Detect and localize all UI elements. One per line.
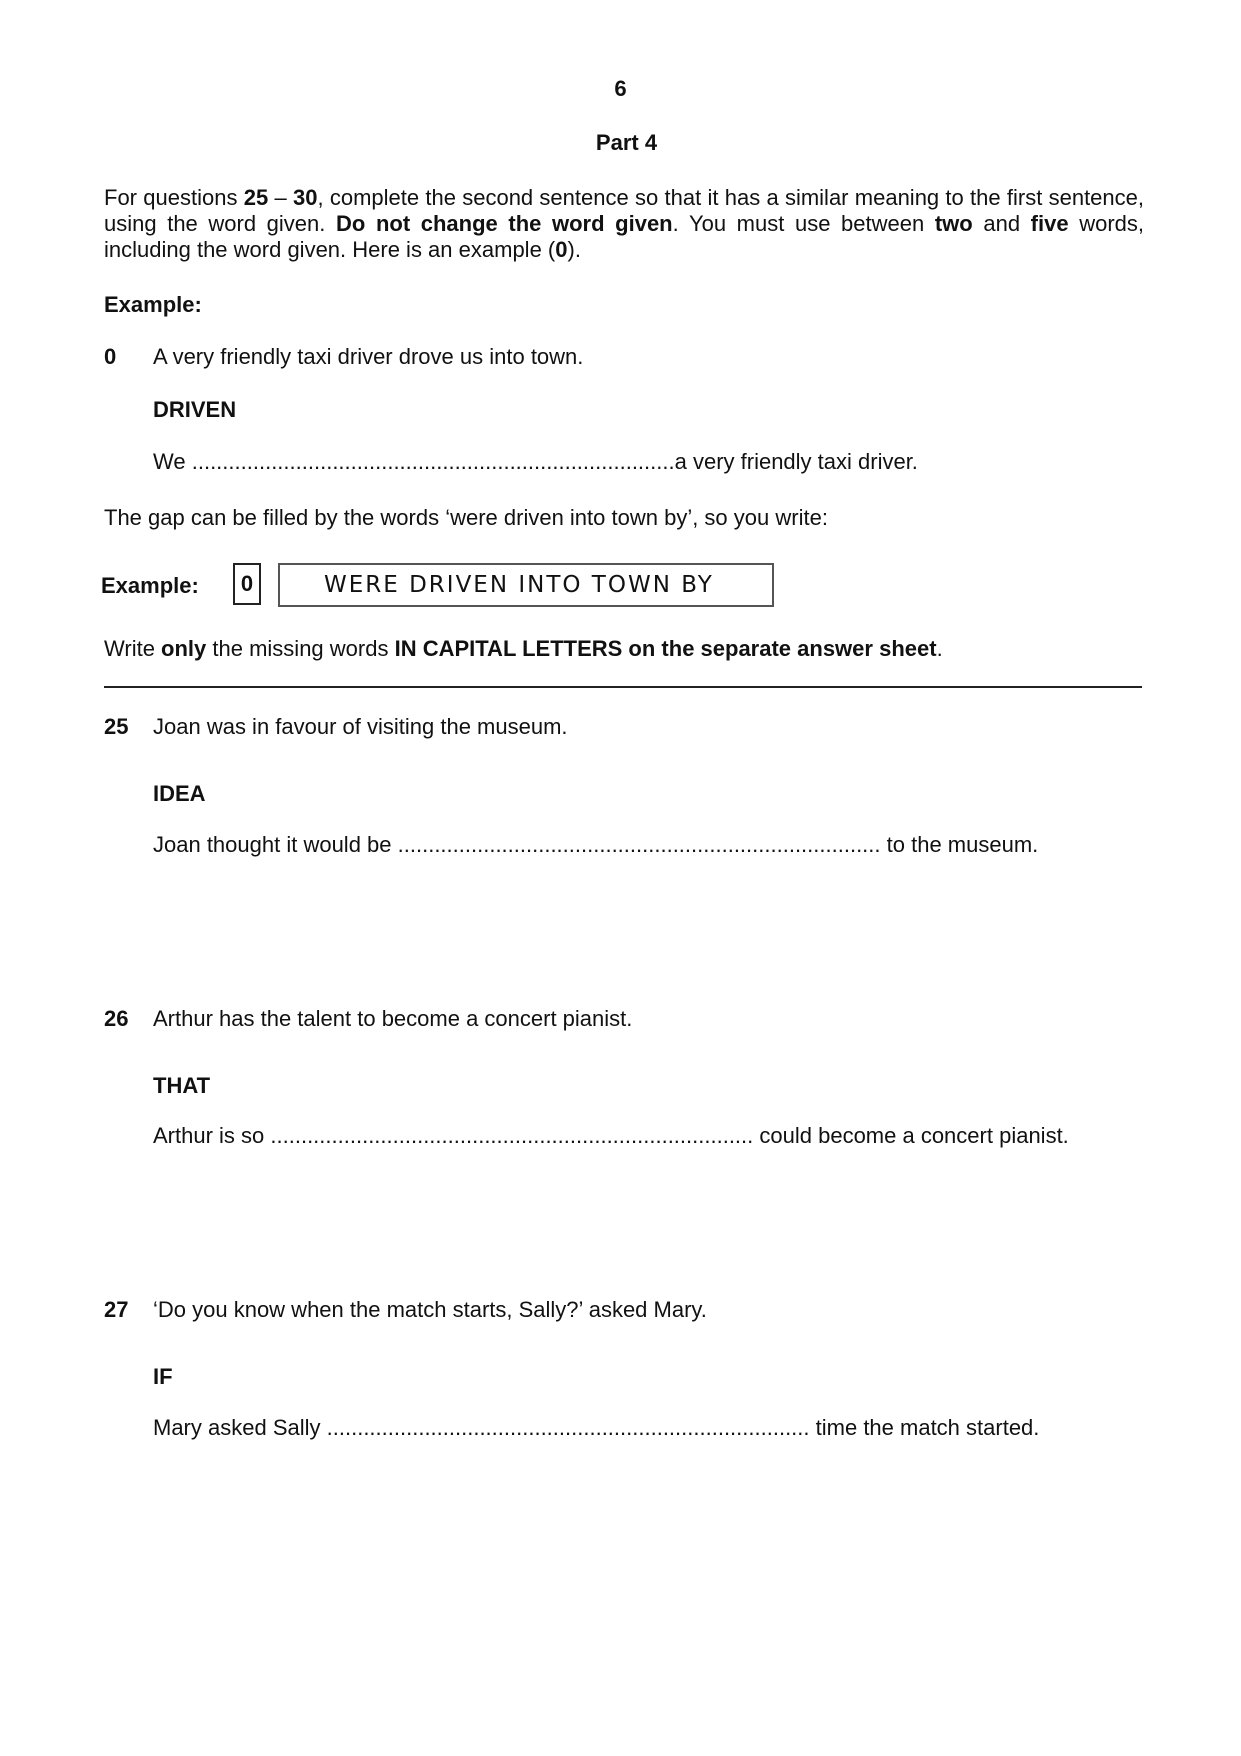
instructions: For questions 25 – 30, complete the second sentence so that it has a similar meaning to the first sentence, using the word given. Do not change the word given. You must use between two and five words, including the word given. Here is an example (0). [104,185,1145,262]
example-box-answer: WERE DRIVEN INTO TOWN BY [278,563,774,607]
example-gap-sentence: We ...............................................................................a very friendly taxi driver. [153,449,918,474]
page-number: 6 [614,76,627,101]
example-number: 0 [104,344,117,369]
question-sentence: Arthur has the talent to become a concert pianist. [153,1006,633,1031]
gap-dots: ............................................................................... [326,1415,810,1440]
question-gap-sentence: Joan thought it would be ............................................................................... to the museum. [153,832,1039,857]
example-sentence: A very friendly taxi driver drove us into town. [153,344,584,369]
question-gap-sentence: Arthur is so ............................................................................... could become a concert pianist. [153,1123,1069,1148]
question-keyword: IDEA [153,781,206,806]
example-explanation: The gap can be filled by the words ‘were driven into town by’, so you write: [104,505,828,530]
divider [104,686,1142,688]
example-box-number: 0 [233,563,261,605]
example-heading: Example: [104,292,202,317]
question-number: 27 [104,1297,129,1322]
gap-dots: ............................................................................... [270,1123,754,1148]
question-sentence: ‘Do you know when the match starts, Sally?’ asked Mary. [153,1297,707,1322]
gap-dots: ............................................................................... [397,832,881,857]
question-keyword: IF [153,1364,173,1389]
question-sentence: Joan was in favour of visiting the museum. [153,714,568,739]
example-keyword: DRIVEN [153,397,237,422]
question-gap-sentence: Mary asked Sally ............................................................................... time the match started. [153,1415,1040,1440]
example-box-label: Example: [101,573,199,598]
part-title: Part 4 [595,130,658,155]
question-number: 26 [104,1006,129,1031]
question-number: 25 [104,714,129,739]
question-keyword: THAT [153,1073,211,1098]
example-gap-dots: ............................................................................... [191,449,675,474]
write-instruction: Write only the missing words IN CAPITAL LETTERS on the separate answer sheet. [104,636,943,661]
